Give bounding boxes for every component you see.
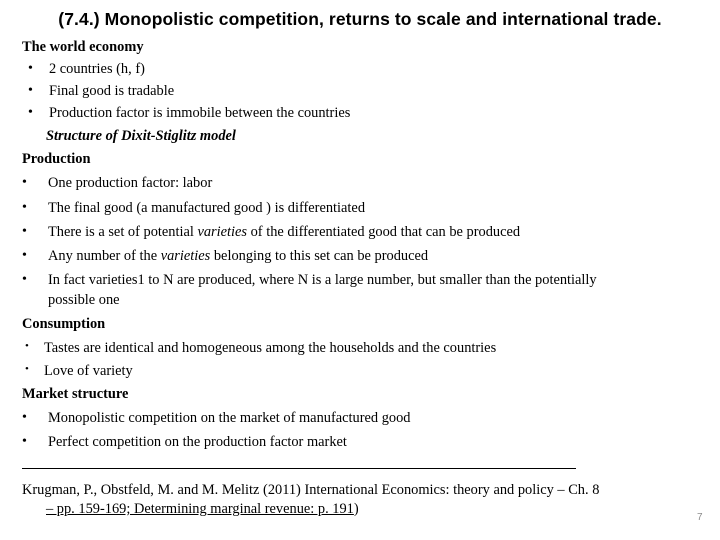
bullet-icon: • bbox=[22, 434, 27, 449]
production-item: The final good (a manufactured good ) is differentiated bbox=[48, 200, 366, 216]
page-number: 7 bbox=[697, 512, 703, 523]
bullet-icon: • bbox=[28, 61, 33, 76]
emphasis-varieties: varieties bbox=[160, 248, 211, 264]
world-economy-item: Final good is tradable bbox=[49, 83, 175, 99]
production-item: In fact varieties1 to N are produced, where N is a large number, but smaller than the potentially bbox=[48, 272, 597, 288]
consumption-item: Love of variety bbox=[44, 363, 133, 379]
reference-line: Krugman, P., Obstfeld, M. and M. Melitz (2011) International Economics: theory and policy – Ch. 8 bbox=[22, 482, 600, 498]
market-item: Monopolistic competition on the market of manufactured good bbox=[48, 410, 411, 426]
bullet-icon: • bbox=[22, 410, 27, 425]
bullet-icon: • bbox=[22, 248, 27, 263]
production-heading: Production bbox=[22, 151, 91, 167]
bullet-icon: • bbox=[28, 105, 33, 120]
world-economy-item: Production factor is immobile between the countries bbox=[49, 105, 351, 121]
separator-rule bbox=[22, 468, 576, 469]
bullet-icon: • bbox=[22, 200, 27, 215]
production-item-continuation: possible one bbox=[48, 292, 120, 308]
consumption-item: Tastes are identical and homogeneous among the households and the countries bbox=[44, 340, 497, 356]
consumption-heading: Consumption bbox=[22, 316, 106, 332]
reference-line-2: – pp. 159-169; Determining marginal revenue: p. 191) bbox=[46, 501, 359, 517]
production-item: There is a set of potential varieties of the differentiated good that can be produced bbox=[48, 224, 521, 240]
reference-link[interactable]: – pp. 159-169; Determining marginal revenue: p. 191 bbox=[46, 501, 354, 517]
market-heading: Market structure bbox=[22, 386, 129, 402]
emphasis-varieties: varieties bbox=[197, 224, 248, 240]
production-item: One production factor: labor bbox=[48, 175, 213, 191]
production-item: Any number of the varieties belonging to this set can be produced bbox=[48, 248, 429, 264]
bullet-icon: • bbox=[22, 272, 27, 287]
bullet-icon: • bbox=[25, 340, 29, 352]
bullet-icon: • bbox=[28, 83, 33, 98]
world-economy-heading: The world economy bbox=[22, 39, 144, 55]
bullet-icon: • bbox=[22, 175, 27, 190]
slide-title: (7.4.) Monopolistic competition, returns to scale and international trade. bbox=[58, 9, 662, 29]
bullet-icon: • bbox=[22, 224, 27, 239]
world-economy-item: 2 countries (h, f) bbox=[49, 61, 145, 77]
market-item: Perfect competition on the production factor market bbox=[48, 434, 347, 450]
structure-title: Structure of Dixit-Stiglitz model bbox=[46, 128, 236, 144]
bullet-icon: • bbox=[25, 363, 29, 375]
